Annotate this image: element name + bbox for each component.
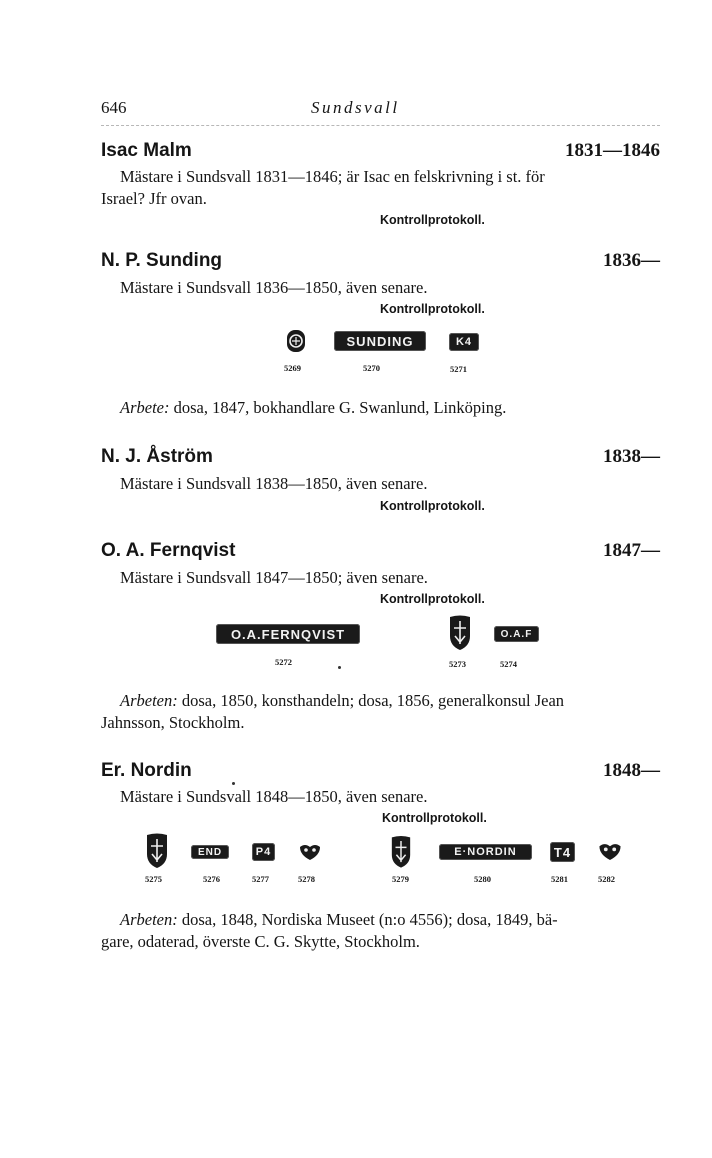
initials-mark-stamp: END bbox=[191, 845, 229, 859]
work-note bbox=[120, 397, 506, 419]
date-letter-stamp: P4 bbox=[252, 843, 275, 861]
entry-years: 1831—1846 bbox=[565, 140, 660, 161]
mark-number: 5272 bbox=[275, 657, 292, 667]
mark-number: 5277 bbox=[252, 874, 269, 884]
entry-name: O. A. Fernqvist bbox=[101, 540, 236, 561]
work-note-continued: gare, odaterad, överste C. G. Skytte, Stockholm. bbox=[101, 932, 420, 951]
initials-mark-stamp: O.A.F bbox=[494, 626, 539, 642]
mark-number: 5282 bbox=[598, 874, 615, 884]
town-arms-icon bbox=[390, 834, 412, 870]
print-speck bbox=[232, 782, 235, 785]
mark-number: 5276 bbox=[203, 874, 220, 884]
entry-name: Er. Nordin bbox=[101, 760, 192, 781]
source-reference: Kontrollprotokoll. bbox=[382, 811, 487, 825]
mark-number: 5273 bbox=[449, 659, 466, 669]
entry-text: Mästare i Sundsvall 1838—1850, även senare. bbox=[120, 474, 428, 493]
mark-number: 5280 bbox=[474, 874, 491, 884]
page-number: 646 bbox=[101, 98, 127, 117]
entry-text: Mästare i Sundsvall 1848—1850, även senare. bbox=[120, 787, 428, 806]
mark-number: 5281 bbox=[551, 874, 568, 884]
work-text: dosa, 1848, Nordiska Museet (n:o 4556); dosa, 1849, bä- bbox=[181, 910, 558, 929]
maker-mark-stamp: SUNDING bbox=[334, 331, 426, 351]
work-note bbox=[120, 690, 660, 712]
mark-number: 5271 bbox=[450, 364, 467, 374]
entry-text: Israel? Jfr ovan. bbox=[101, 189, 207, 208]
work-text: dosa, 1847, bokhandlare G. Swanlund, Linköping. bbox=[173, 398, 507, 417]
running-title: Sundsvall bbox=[311, 98, 400, 117]
entry-text: Mästare i Sundsvall 1847—1850; även senare. bbox=[120, 568, 428, 587]
date-letter-stamp: K4 bbox=[449, 333, 479, 351]
work-text: dosa, 1850, konsthandeln; dosa, 1856, generalkonsul Jean bbox=[181, 691, 565, 710]
maker-mark-stamp: O.A.FERNQVIST bbox=[216, 624, 360, 644]
entry-text: Mästare i Sundsvall 1831—1846; är Isac en felskrivning i st. för bbox=[120, 167, 545, 186]
town-arms-icon bbox=[448, 614, 472, 652]
entry-years: 1847— bbox=[603, 540, 660, 561]
entry-name: N. P. Sunding bbox=[101, 250, 223, 271]
print-speck bbox=[338, 666, 341, 669]
work-note bbox=[120, 909, 660, 931]
entry-name: N. J. Åström bbox=[101, 446, 213, 467]
source-reference: Kontrollprotokoll. bbox=[380, 213, 485, 227]
source-reference: Kontrollprotokoll. bbox=[380, 302, 485, 316]
entry-years: 1836— bbox=[603, 250, 660, 271]
town-arms-icon bbox=[145, 832, 169, 870]
crown-mark-icon bbox=[299, 843, 321, 861]
maker-mark-stamp: E·NORDIN bbox=[439, 844, 532, 860]
entry-name: Isac Malm bbox=[101, 140, 192, 161]
mark-number: 5275 bbox=[145, 874, 162, 884]
mark-number: 5278 bbox=[298, 874, 315, 884]
source-reference: Kontrollprotokoll. bbox=[380, 499, 485, 513]
mark-number: 5269 bbox=[284, 363, 301, 373]
mark-number: 5270 bbox=[363, 363, 380, 373]
date-letter-stamp: T4 bbox=[550, 842, 575, 862]
entry-text: Mästare i Sundsvall 1836—1850, även senare. bbox=[120, 278, 428, 297]
entry-years: 1848— bbox=[603, 760, 660, 781]
work-label: Arbete: bbox=[120, 398, 170, 417]
header-rule bbox=[101, 125, 660, 126]
work-label: Arbeten: bbox=[120, 691, 178, 710]
mark-number: 5279 bbox=[392, 874, 409, 884]
work-note-continued: Jahnsson, Stockholm. bbox=[101, 713, 245, 732]
crown-mark-icon bbox=[598, 842, 622, 861]
entry-years: 1838— bbox=[603, 446, 660, 467]
work-label: Arbeten: bbox=[120, 910, 178, 929]
town-mark-icon bbox=[286, 329, 306, 353]
source-reference: Kontrollprotokoll. bbox=[380, 592, 485, 606]
mark-number: 5274 bbox=[500, 659, 517, 669]
